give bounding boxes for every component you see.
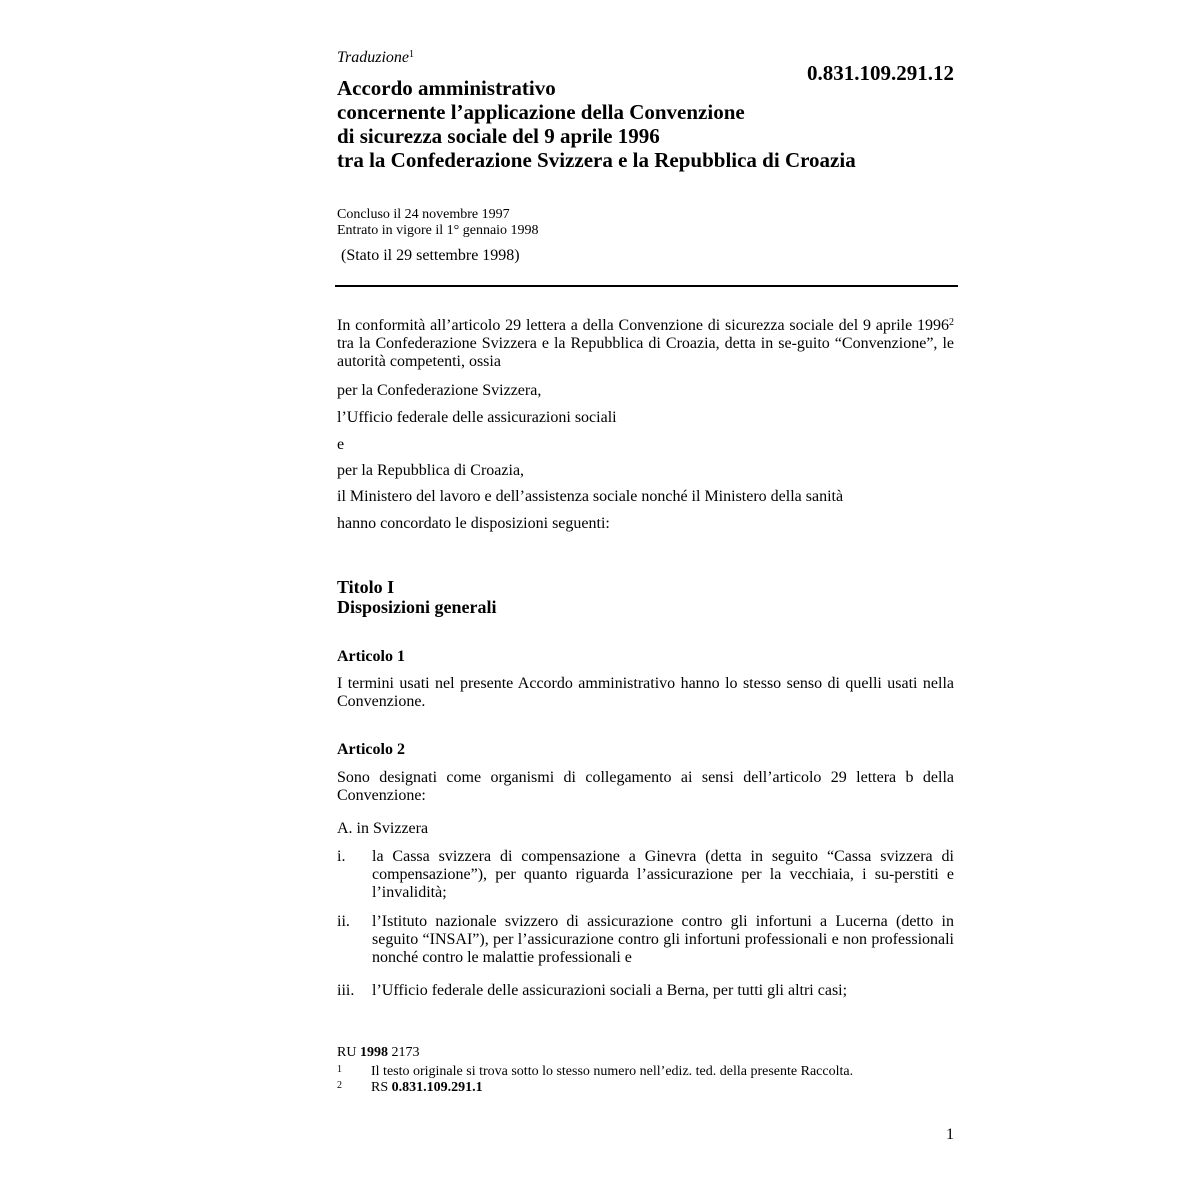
article-1-heading: Articolo 1 [337,648,405,665]
list-item-number: iii. [337,982,355,999]
footnote-number: 2 [337,1080,342,1091]
title-line: concernente l’applicazione della Convenzione [337,100,745,124]
article-2-heading: Articolo 2 [337,741,405,758]
preamble-line: hanno concordato le disposizioni seguenti: [337,515,610,532]
title-line: di sicurezza sociale del 9 aprile 1996 [337,124,660,148]
header-divider [335,285,958,287]
footnote-number: 1 [337,1064,342,1075]
page-number: 1 [946,1126,954,1143]
ru-reference: RU 1998 2173 [337,1045,420,1060]
list-item-text: l’Ufficio federale delle assicurazioni sociali a Berna, per tutti gli altri casi; [372,982,848,999]
translation-label: Traduzione$^1$ [337,49,415,66]
document-title [337,76,954,172]
list-item-number: i. [337,848,346,865]
concluded-date: Concluso il 24 novembre 1997 [337,207,510,222]
preamble-line: l’Ufficio federale delle assicurazioni sociali [337,409,617,426]
footnote-text: RS 0.831.109.291.1 [371,1080,483,1095]
preamble-line: il Ministero del lavoro e dell’assistenza sociale nonché il Ministero della sanità [337,488,844,505]
document-meta [337,207,954,239]
footnote-ref-1: 1 [409,49,415,60]
status-date: (Stato il 29 settembre 1998) [341,247,520,264]
title-line: tra la Confederazione Svizzera e la Repubblica di Croazia [337,148,856,172]
title-number: Titolo I [337,577,395,597]
preamble-line: per la Confederazione Svizzera, [337,382,542,399]
list-item [337,848,954,902]
list-item-text: l’Istituto nazionale svizzero di assicurazione contro gli infortuni a Lucerna (detto in seguito “INSAI”), per l’assicurazione contro gli infortuni professionali e non professionali nonché contro le malattie professionali e [372,913,954,966]
list-item-text: la Cassa svizzera di compensazione a Ginevra (detta in seguito “Cassa svizzera di compensazione”), per quanto riguarda l’assicurazione per la vecchiaia, i su-perstiti e l’invalidità; [372,848,954,901]
preamble-line: e [337,436,345,453]
footnote-1 [337,1064,954,1080]
preamble-intro: In conformità all’articolo 29 lettera a della Convenzione di sicurezza sociale del 9 aprile 1996$^2$ tra la Confederazione Svizzera e la Repubblica di Croazia, detta in se-guito “Convenzione”, le autorità competenti, ossia [337,317,954,370]
list-item [337,982,954,1000]
footnote-text: Il testo originale si trova sotto lo stesso numero nell’ediz. ted. della presente Raccolta. [371,1064,854,1079]
list-item [337,913,954,967]
title-heading [337,577,954,617]
preamble-line: per la Repubblica di Croazia, [337,462,525,479]
title-line: Accordo amministrativo [337,76,556,100]
article-2-text: Sono designati come organismi di collegamento ai sensi dell’articolo 29 lettera b della Convenzione: [337,769,954,804]
section-a-label: A. in Svizzera [337,820,429,837]
entry-into-force-date: Entrato in vigore il 1° gennaio 1998 [337,223,539,238]
article-1-text: I termini usati nel presente Accordo amministrativo hanno lo stesso senso di quelli usati nella Convenzione. [337,675,954,710]
footnote-2 [337,1080,954,1096]
sr-number: 0.831.109.291.12 [807,61,954,85]
title-name: Disposizioni generali [337,597,497,617]
list-item-number: ii. [337,913,350,930]
footnote-ref-2: 2 [949,317,954,328]
